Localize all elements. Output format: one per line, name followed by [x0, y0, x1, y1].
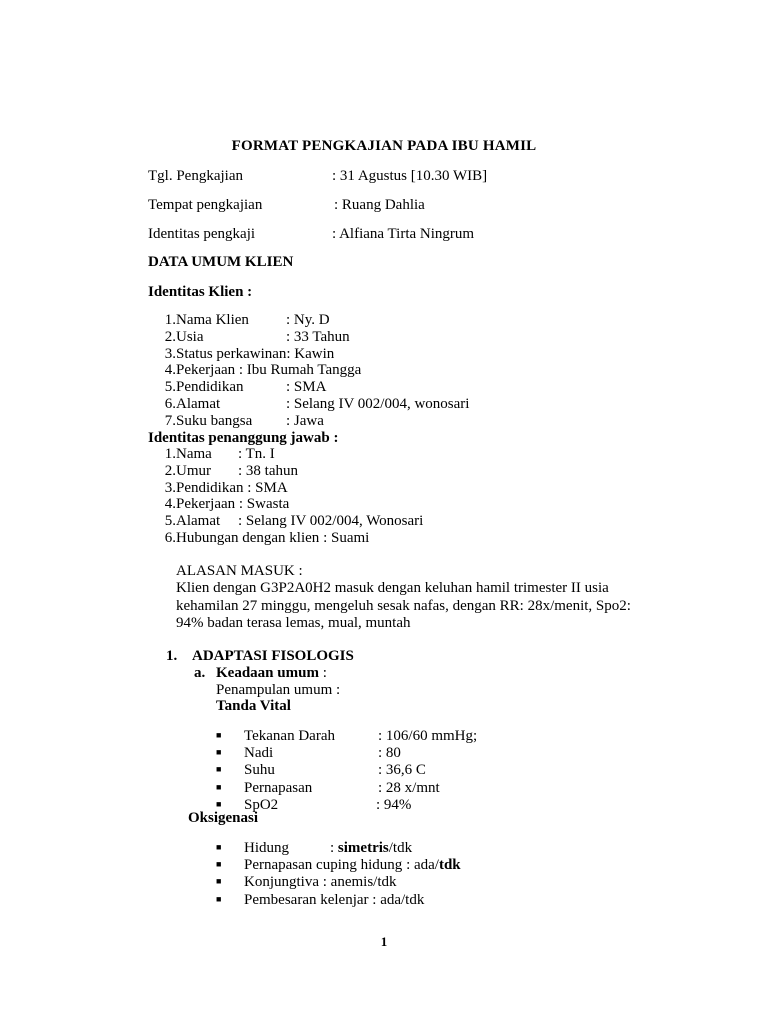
list-item: 2.Umur : 38 tahun: [164, 462, 298, 479]
list-item: ■ Hidung : simetris/tdk: [216, 840, 413, 856]
header-value: : Alfiana Tirta Ningrum: [332, 226, 475, 242]
bullet-icon: ■: [216, 859, 222, 870]
section-data-umum: DATA UMUM KLIEN: [148, 254, 294, 270]
list-item: ■ Pembesaran kelenjar : ada/tdk: [216, 891, 425, 908]
section-identitas-penanggung: Identitas penanggung jawab :: [148, 430, 339, 446]
list-item: 6.Hubungan dengan klien : Suami: [164, 529, 370, 546]
page-number: 1: [380, 934, 388, 949]
list-item: ■ Pernapasan cuping hidung : ada/tdk: [216, 857, 461, 874]
header-value: : 31 Agustus [10.30 WIB]: [332, 168, 488, 184]
header-label: Identitas pengkaji: [148, 226, 256, 242]
heading-keadaan-umum: a. Keadaan umum :: [194, 665, 327, 681]
list-item: 1.Nama : Tn. I: [164, 446, 275, 462]
list-item: ■ Tekanan Darah : 106/60 mmHg;: [216, 728, 478, 744]
list-item: 5.Pendidikan : SMA: [164, 379, 327, 396]
list-item: ■ SpO2 : 94%: [216, 796, 412, 813]
bullet-icon: ■: [216, 798, 222, 809]
oksigenasi-list: [216, 839, 461, 908]
list-item: 2.Usia : 33 Tahun: [164, 328, 350, 345]
alasan-line: 94% badan terasa lemas, mual, muntah: [176, 615, 411, 632]
list-item: 1.Nama Klien : Ny. D: [164, 312, 330, 328]
heading-oksigenasi: Oksigenasi: [188, 810, 259, 826]
bullet-icon: ■: [216, 730, 222, 740]
penanggung-list: [148, 446, 423, 547]
header-label: Tgl. Pengkajian: [148, 168, 243, 184]
vital-list: [216, 727, 477, 813]
bullet-icon: ■: [216, 747, 222, 758]
bullet-icon: ■: [216, 764, 222, 775]
heading-tanda-vital: Tanda Vital: [216, 698, 291, 714]
section-identitas-klien: Identitas Klien :: [148, 284, 253, 300]
alasan-line: Klien dengan G3P2A0H2 masuk dengan keluhan hamil trimester II usia: [176, 580, 609, 597]
bullet-icon: ■: [216, 876, 222, 887]
header-row-tanggal: [148, 168, 487, 185]
list-item: ■ Suhu : 36,6 C: [216, 762, 426, 779]
header-row-pengkaji: [148, 226, 474, 243]
bullet-icon: ■: [216, 842, 222, 852]
heading-adaptasi: 1. ADAPTASI FISOLOGIS: [166, 648, 354, 664]
bullet-icon: ■: [216, 781, 222, 792]
document-title: FORMAT PENGKAJIAN PADA IBU HAMIL: [231, 138, 537, 154]
alasan-title: ALASAN MASUK :: [176, 563, 303, 579]
list-item: 3.Status perkawinan: Kawin: [164, 345, 335, 362]
bullet-icon: ■: [216, 893, 222, 904]
klien-list: [148, 312, 469, 430]
list-item: ■ Pernapasan : 28 x/mnt: [216, 779, 440, 796]
penampulan-umum: Penampulan umum :: [216, 682, 341, 698]
list-item: ■ Nadi : 80: [216, 745, 401, 762]
list-item: 6.Alamat : Selang IV 002/004, wonosari: [164, 395, 470, 412]
list-item: 4.Pekerjaan : Swasta: [164, 496, 290, 513]
header-label: Tempat pengkajian: [148, 197, 263, 213]
list-item: 7.Suku bangsa : Jawa: [164, 412, 324, 429]
alasan-masuk-block: [176, 563, 656, 633]
list-item: ■ Konjungtiva : anemis/tdk: [216, 874, 397, 891]
header-row-tempat: [148, 197, 425, 214]
alasan-line: kehamilan 27 minggu, mengeluh sesak nafas, dengan RR: 28x/menit, Spo2:: [176, 597, 631, 614]
list-item: 5.Alamat : Selang IV 002/004, Wonosari: [164, 513, 424, 530]
list-item: 4.Pekerjaan : Ibu Rumah Tangga: [164, 362, 362, 379]
list-item: 3.Pendidikan : SMA: [164, 479, 288, 496]
header-value: : Ruang Dahlia: [334, 197, 425, 213]
